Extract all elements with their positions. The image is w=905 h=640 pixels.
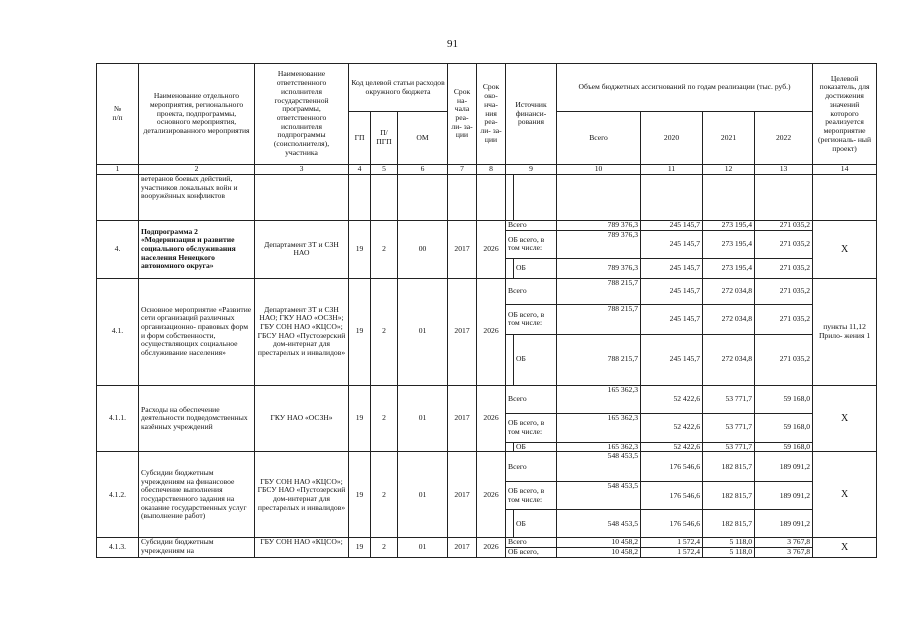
source-label: ОБ всего, <box>506 548 557 558</box>
header-2021: 2021 <box>703 112 755 165</box>
table-row <box>97 175 877 221</box>
header-volume: Объем бюджетных ассигнований по годам реализации (тыс. руб.) <box>557 64 813 112</box>
colnum: 10 <box>557 165 641 175</box>
colnum: 12 <box>703 165 755 175</box>
value-cell: 271 035,2 <box>755 304 813 334</box>
row-end: 2026 <box>477 221 506 279</box>
header-exec: Наименование ответственного исполнителя государственной программы, ответственного исполнителя подпрограммы (соисполнителя), участника <box>255 64 349 165</box>
value-cell: 53 771,7 <box>703 385 755 413</box>
header-start: Срок на- чала реа- ли- за- ции <box>448 64 477 165</box>
value-cell: 271 035,2 <box>755 334 813 385</box>
colnum: 11 <box>641 165 703 175</box>
value-cell: 245 145,7 <box>641 230 703 258</box>
value-cell: 52 422,6 <box>641 413 703 442</box>
row-gp: 19 <box>349 538 371 557</box>
value-cell: 5 118,0 <box>703 548 755 558</box>
header-code: Код целевой статьи расходов окружного бюджета <box>349 64 448 112</box>
header-total: Всего <box>557 112 641 165</box>
value-cell: 548 453,5 <box>557 482 641 510</box>
row-name: Субсидии бюджетным учреждениям на <box>139 538 255 557</box>
table-row <box>97 385 877 413</box>
colnum: 4 <box>349 165 371 175</box>
value-cell: 788 215,7 <box>557 334 641 385</box>
row-num: 4.1.3. <box>97 538 139 557</box>
colnum: 14 <box>813 165 877 175</box>
table-row <box>97 538 877 548</box>
value-cell: 3 767,8 <box>755 538 813 548</box>
value-cell: 176 546,6 <box>641 510 703 538</box>
row-om: 01 <box>398 452 448 538</box>
row-om: 01 <box>398 278 448 385</box>
header-target: Целевой показатель, для достижения значений которого реализуется мероприятие (региональ- ный проект) <box>813 64 877 165</box>
row-start: 2017 <box>448 452 477 538</box>
value-cell: 272 034,8 <box>703 304 755 334</box>
value-cell: 5 118,0 <box>703 538 755 548</box>
row-end: 2026 <box>477 278 506 385</box>
row-num: 4.1.1. <box>97 385 139 452</box>
row-gp: 19 <box>349 452 371 538</box>
source-label: Всего <box>506 538 557 548</box>
source-label: ОБ всего, в том числе: <box>506 482 557 510</box>
budget-table <box>96 63 877 558</box>
value-cell: 59 168,0 <box>755 385 813 413</box>
value-cell: 176 546,6 <box>641 452 703 482</box>
source-label: Всего <box>506 221 557 231</box>
value-cell: 789 376,3 <box>557 221 641 231</box>
value-cell: 53 771,7 <box>703 442 755 452</box>
header-source: Источник финанси- рования <box>506 64 557 165</box>
header-gp: ГП <box>349 112 371 165</box>
row-om: 00 <box>398 221 448 279</box>
row-num: 4.1. <box>97 278 139 385</box>
value-cell: 165 362,3 <box>557 413 641 442</box>
value-cell: 10 458,2 <box>557 538 641 548</box>
value-cell: 788 215,7 <box>557 304 641 334</box>
value-cell: 53 771,7 <box>703 413 755 442</box>
row-exec: ГБУ СОН НАО «КЦСО»; ГБСУ НАО «Пустозерский дом-интернат для престарелых и инвалидов» <box>255 452 349 538</box>
header-2020: 2020 <box>641 112 703 165</box>
row-end: 2026 <box>477 538 506 557</box>
page-number: 91 <box>447 38 458 50</box>
colnum: 7 <box>448 165 477 175</box>
source-label: ОБ <box>514 442 557 452</box>
header-name: Наименование отдельного мероприятия, регионального проекта, подпрограммы, основного мероприятия, детализированного мероприятия <box>139 64 255 165</box>
row-end: 2026 <box>477 452 506 538</box>
value-cell: 271 035,2 <box>755 230 813 258</box>
header-pgp: П/ ПГП <box>371 112 398 165</box>
row-target: Х <box>813 221 877 279</box>
row-gp: 19 <box>349 221 371 279</box>
value-cell: 245 145,7 <box>641 334 703 385</box>
row-num: 4.1.2. <box>97 452 139 538</box>
table-row <box>97 278 877 304</box>
row-name: Субсидии бюджетным учреждениям на финансовое обеспечение выполнения государственного задания на оказание государственных услуг (выполнение работ) <box>139 452 255 538</box>
source-label: ОБ <box>514 510 557 538</box>
colnum: 9 <box>506 165 557 175</box>
value-cell: 548 453,5 <box>557 510 641 538</box>
value-cell: 271 035,2 <box>755 221 813 231</box>
source-label: ОБ всего, в том числе: <box>506 230 557 258</box>
value-cell: 271 035,2 <box>755 278 813 304</box>
colnum: 5 <box>371 165 398 175</box>
row-name: Подпрограмма 2 «Модернизация и развитие социального обслуживания населения Ненецкого автономного округа» <box>139 221 255 279</box>
value-cell: 10 458,2 <box>557 548 641 558</box>
value-cell: 789 376,3 <box>557 258 641 278</box>
colnum: 2 <box>139 165 255 175</box>
value-cell: 165 362,3 <box>557 385 641 413</box>
row-target: Х <box>813 538 877 557</box>
source-label: ОБ всего, в том числе: <box>506 413 557 442</box>
row-target: Х <box>813 452 877 538</box>
row-name: Основное мероприятие «Развитие сети организаций различных организационно- правовых форм и форм собственности, осуществляющих социальное обслуживание населения» <box>139 278 255 385</box>
value-cell: 52 422,6 <box>641 442 703 452</box>
value-cell: 189 091,2 <box>755 510 813 538</box>
value-cell: 52 422,6 <box>641 385 703 413</box>
row-pgp: 2 <box>371 538 398 557</box>
row-om: 01 <box>398 538 448 557</box>
row-end: 2026 <box>477 385 506 452</box>
colnum: 13 <box>755 165 813 175</box>
row-pgp: 2 <box>371 385 398 452</box>
value-cell: 59 168,0 <box>755 413 813 442</box>
source-label: ОБ <box>514 258 557 278</box>
value-cell: 182 815,7 <box>703 510 755 538</box>
value-cell: 1 572,4 <box>641 548 703 558</box>
header-end: Срок око- нча- ния реа- ли- за- ции <box>477 64 506 165</box>
row-om: 01 <box>398 385 448 452</box>
row-start: 2017 <box>448 538 477 557</box>
row-name: ветеранов боевых действий, участников локальных войн и вооружённых конфликтов <box>139 175 255 221</box>
value-cell: 165 362,3 <box>557 442 641 452</box>
value-cell: 182 815,7 <box>703 482 755 510</box>
value-cell: 245 145,7 <box>641 278 703 304</box>
row-name: Расходы на обеспечение деятельности подведомственных казённых учреждений <box>139 385 255 452</box>
source-label: ОБ всего, в том числе: <box>506 304 557 334</box>
row-start: 2017 <box>448 278 477 385</box>
value-cell: 189 091,2 <box>755 452 813 482</box>
value-cell: 272 034,8 <box>703 278 755 304</box>
colnum: 1 <box>97 165 139 175</box>
source-label: ОБ <box>514 334 557 385</box>
value-cell: 245 145,7 <box>641 258 703 278</box>
row-exec: ГКУ НАО «ОСЗН» <box>255 385 349 452</box>
value-cell: 59 168,0 <box>755 442 813 452</box>
value-cell: 273 195,4 <box>703 221 755 231</box>
row-start: 2017 <box>448 221 477 279</box>
value-cell: 272 034,8 <box>703 334 755 385</box>
row-exec: ГБУ СОН НАО «КЦСО»; <box>255 538 349 557</box>
value-cell: 788 215,7 <box>557 278 641 304</box>
row-target: пункты 11,12 Прило- жения 1 <box>813 278 877 385</box>
row-gp: 19 <box>349 278 371 385</box>
colnum: 3 <box>255 165 349 175</box>
row-gp: 19 <box>349 385 371 452</box>
row-pgp: 2 <box>371 278 398 385</box>
value-cell: 271 035,2 <box>755 258 813 278</box>
value-cell: 789 376,3 <box>557 230 641 258</box>
value-cell: 176 546,6 <box>641 482 703 510</box>
row-target: Х <box>813 385 877 452</box>
header-om: ОМ <box>398 112 448 165</box>
header-2022: 2022 <box>755 112 813 165</box>
row-num: 4. <box>97 221 139 279</box>
row-pgp: 2 <box>371 452 398 538</box>
value-cell: 245 145,7 <box>641 221 703 231</box>
source-label: Всего <box>506 452 557 482</box>
value-cell: 245 145,7 <box>641 304 703 334</box>
row-pgp: 2 <box>371 221 398 279</box>
source-label: Всего <box>506 278 557 304</box>
value-cell: 182 815,7 <box>703 452 755 482</box>
row-exec: Департамент ЗТ и СЗН НАО <box>255 221 349 279</box>
value-cell: 548 453,5 <box>557 452 641 482</box>
row-start: 2017 <box>448 385 477 452</box>
value-cell: 3 767,8 <box>755 548 813 558</box>
value-cell: 273 195,4 <box>703 258 755 278</box>
value-cell: 1 572,4 <box>641 538 703 548</box>
source-label: Всего <box>506 385 557 413</box>
colnum: 6 <box>398 165 448 175</box>
value-cell: 189 091,2 <box>755 482 813 510</box>
table-row <box>97 452 877 482</box>
colnum: 8 <box>477 165 506 175</box>
value-cell: 273 195,4 <box>703 230 755 258</box>
table-row <box>97 221 877 231</box>
row-exec: Департамент ЗТ и СЗН НАО; ГКУ НАО «ОСЗН»; ГБУ СОН НАО «КЦСО»; ГБСУ НАО «Пустозерский дом-интернат для престарелых и инвалидов» <box>255 278 349 385</box>
header-num: № п/п <box>97 64 139 165</box>
